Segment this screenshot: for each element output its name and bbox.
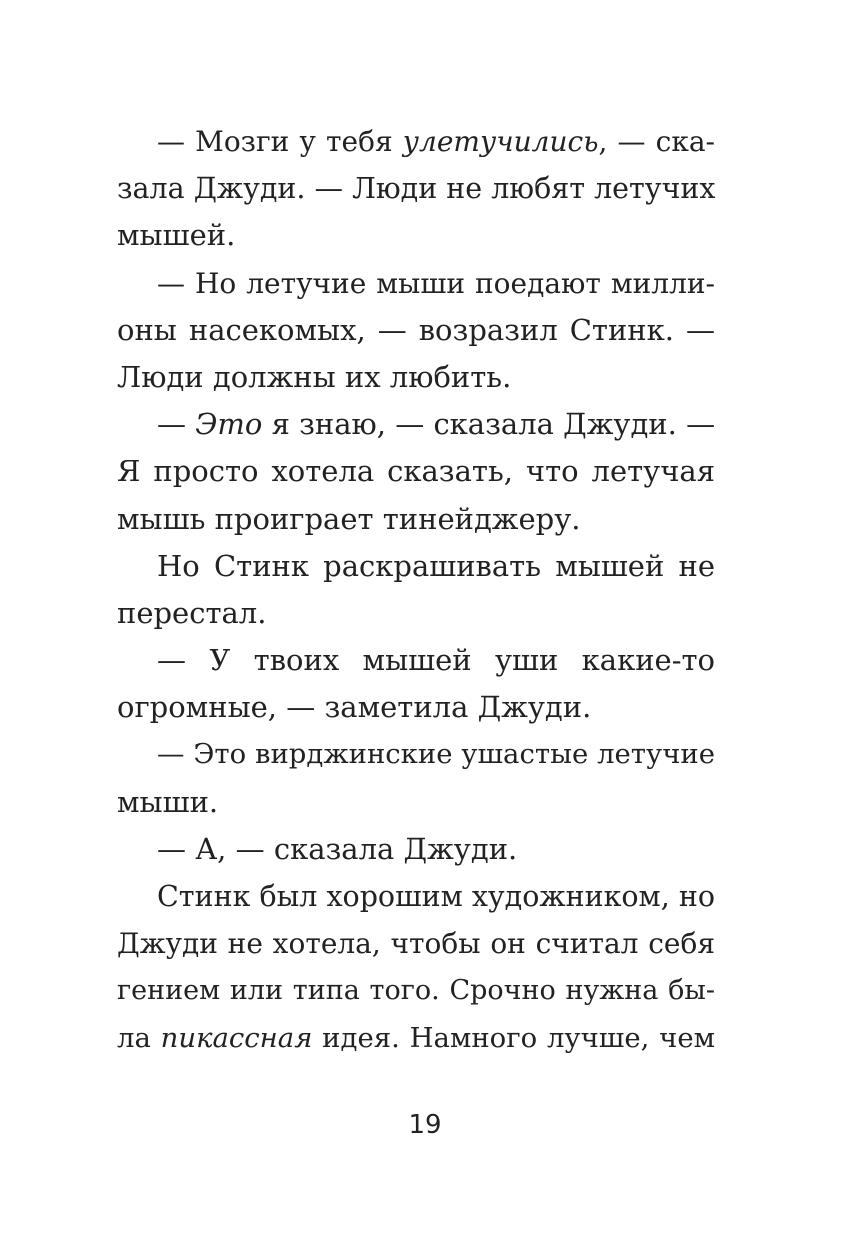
- text-line: — У твоих мышей уши какие-то: [157, 643, 715, 678]
- text-line: — Это вирджинские ушастые летучие: [157, 738, 715, 771]
- page-number: 19: [408, 1110, 442, 1140]
- text-line: — Мозги у тебя улетучились, — ска-: [157, 125, 715, 158]
- text-line: Стинк был хорошим художником, но: [157, 880, 715, 913]
- text-line: Но Стинк раскрашивать мышей не: [157, 548, 715, 583]
- text-line: мышей.: [117, 218, 236, 253]
- text-line: мышь проиграет тинейджеру.: [117, 501, 581, 536]
- text-line: зала Джуди. — Люди не любят летучих: [117, 172, 716, 206]
- text-line: оны насекомых, — возразил Стинк. —: [117, 312, 715, 347]
- text-line: — Но летучие мыши поедают милли-: [157, 266, 715, 300]
- text-line: мыши.: [117, 784, 219, 819]
- text-body: [117, 118, 715, 1062]
- text-line: огромные, — заметила Джуди.: [117, 690, 592, 725]
- text-line: ла пикассная идея. Намного лучше, чем: [117, 1021, 715, 1054]
- text-line: — А, — сказала Джуди.: [157, 831, 518, 866]
- text-line: гением или типа того. Срочно нужна бы-: [117, 975, 715, 1007]
- text-line: перестал.: [117, 595, 267, 630]
- text-line: — Это я знаю, — сказала Джуди. —: [157, 407, 716, 442]
- text-line: Джуди не хотела, чтобы он считал себя: [117, 927, 715, 961]
- text-line: Я просто хотела сказать, что летучая: [117, 454, 715, 489]
- text-line: Люди должны их любить.: [117, 359, 512, 394]
